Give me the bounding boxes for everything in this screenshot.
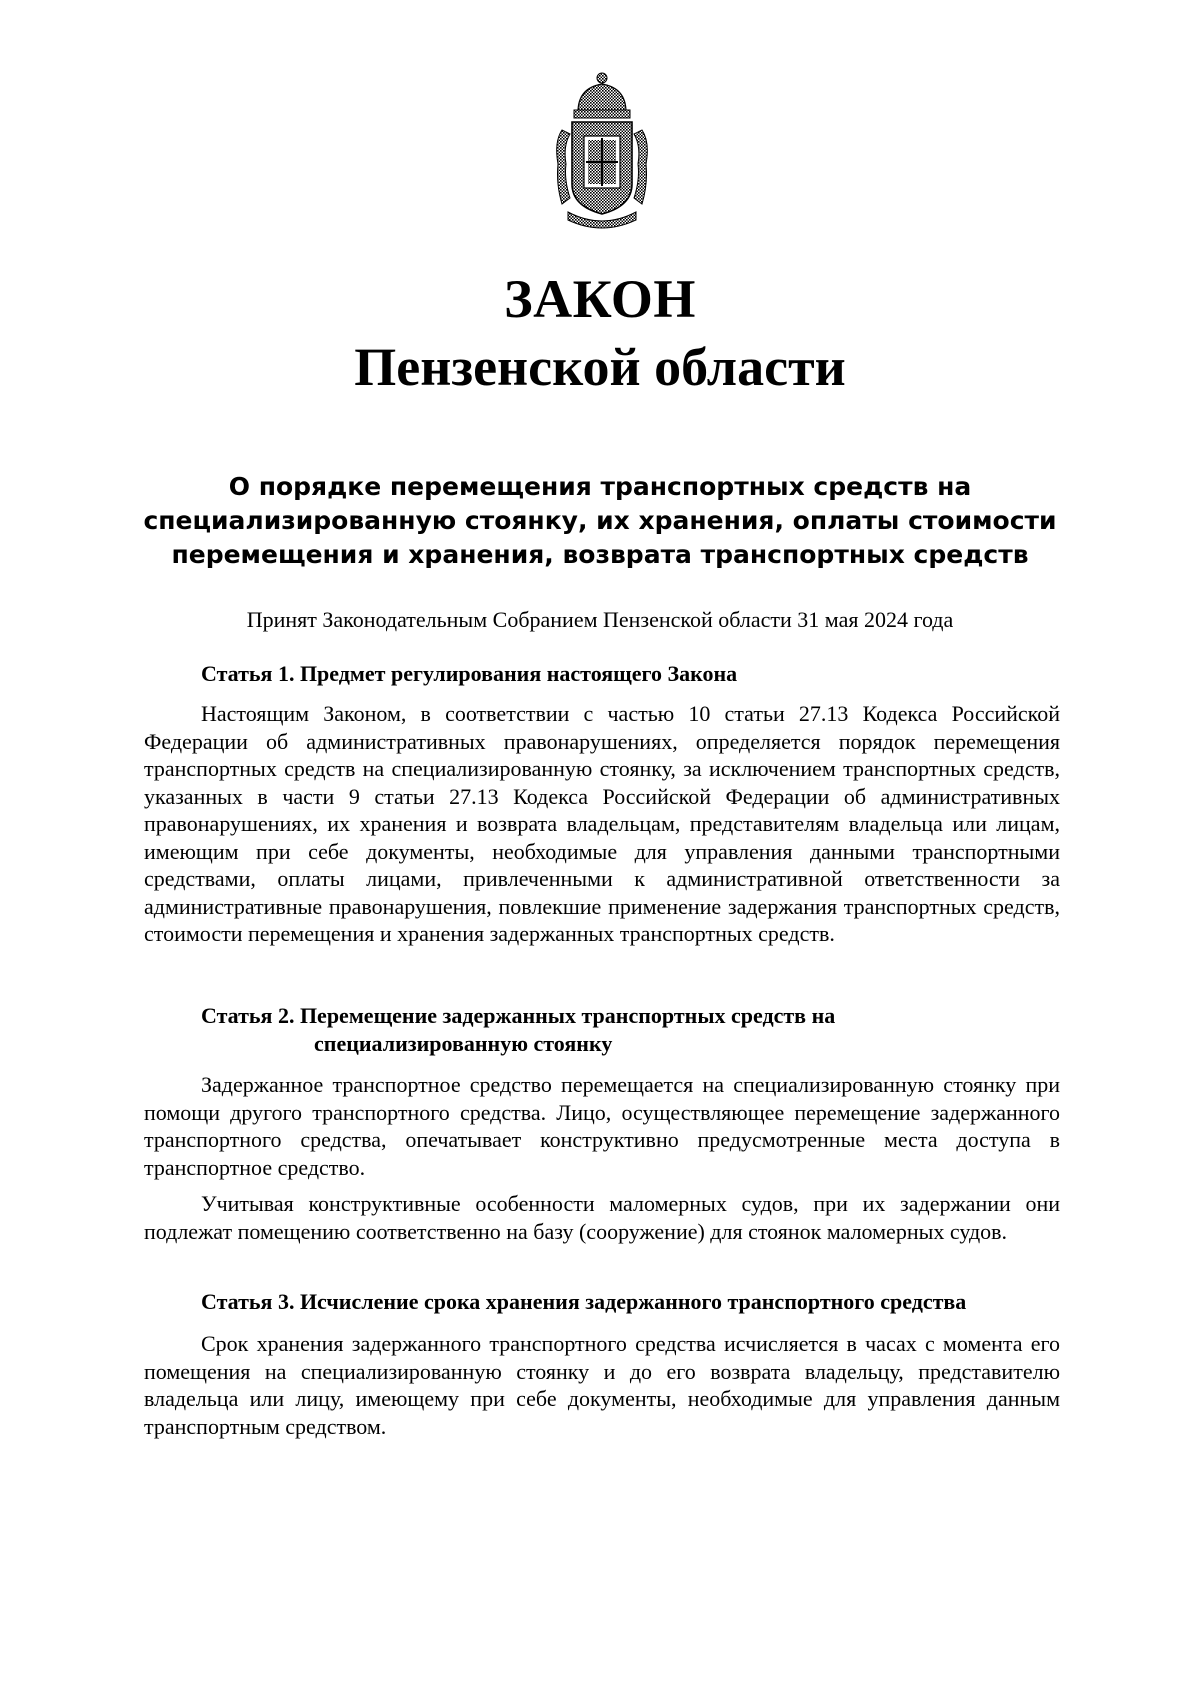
article-2-heading-line-1: Статья 2. Перемещение задержанных транспортных средств на — [201, 1003, 836, 1028]
article-2-paragraph-1: Задержанное транспортное средство перемещается на специализированную стоянку при помощи другого транспортного средства. Лицо, осуществляющее перемещение задержанного транспортного средства, опечатывает конструктивно предусмотренные места доступа в транспортное средство. — [144, 1072, 1060, 1180]
article-2-paragraph-2: Учитывая конструктивные особенности маломерных судов, при их задержании они подлежат помещению соответственно на базу (сооружение) для стоянок маломерных судов. — [144, 1191, 1060, 1244]
law-name: О порядке перемещения транспортных средств на специализированную стоянку, их хранения, оплаты стоимости перемещения и хранения, возврата транспортных средств — [143, 472, 1057, 569]
article-2-heading — [201, 1002, 835, 1058]
article-1-paragraph-1: Настоящим Законом, в соответствии с частью 10 статьи 27.13 Кодекса Российской Федерации об административных правонарушениях, определяется порядок перемещения транспортных средств на специализированную стоянку, за исключением транспортных средств, указанных в части 9 статьи 27.13 Кодекса Российской Федерации об административных правонарушениях, их хранения и возврата владельцам, представителям владельца или лицам, имеющим при себе документы, необходимые для управления данными транспортными средствами, оплаты лицами, привлеченными к административной ответственности за административные правонарушения, повлекшие применение задержания транспортных средств, стоимости перемещения и хранения задержанных транспортных средств. — [144, 701, 1060, 946]
article-3-heading: Статья 3. Исчисление срока хранения задержанного транспортного средства — [201, 1289, 967, 1314]
adoption-line: Принят Законодательным Собранием Пензенской области 31 мая 2024 года — [246, 607, 954, 632]
document-title: ЗАКОН — [504, 269, 696, 329]
article-3-paragraph-1: Срок хранения задержанного транспортного средства исчисляется в часах с момента его помещения на специализированную стоянку и до его возврата владельцу, представителю владельца или лицу, имеющему при себе документы, необходимые для управления данным транспортным средством. — [144, 1331, 1060, 1439]
article-2-heading-line-2: специализированную стоянку — [314, 1031, 613, 1056]
article-1-heading: Статья 1. Предмет регулирования настоящего Закона — [201, 661, 738, 686]
coat-of-arms-emblem-icon — [548, 72, 656, 232]
document-subtitle: Пензенской области — [354, 337, 846, 397]
